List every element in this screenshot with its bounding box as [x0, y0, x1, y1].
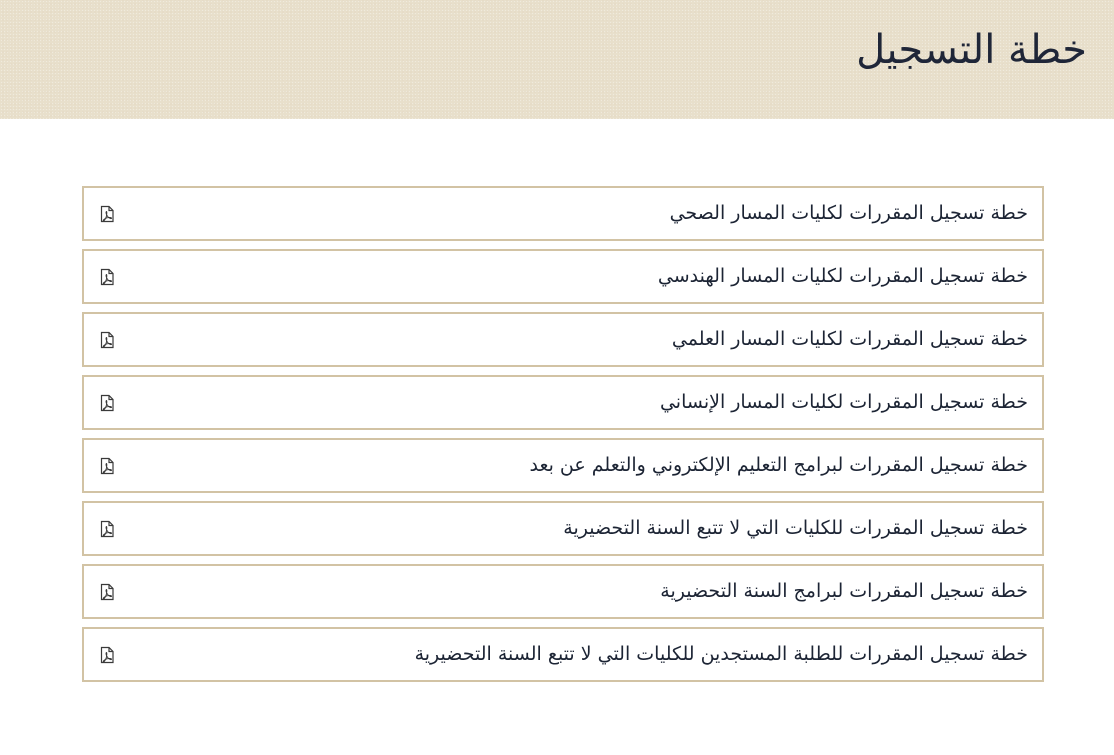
- pdf-icon[interactable]: [98, 394, 116, 412]
- pdf-icon[interactable]: [98, 268, 116, 286]
- file-item[interactable]: [82, 186, 1044, 241]
- file-link-label[interactable]: خطة تسجيل المقررات لكليات المسار الإنساني: [659, 391, 1028, 413]
- file-item[interactable]: [82, 249, 1044, 304]
- file-link-label[interactable]: خطة تسجيل المقررات لبرامج التعليم الإلكتروني والتعلم عن بعد: [529, 454, 1028, 476]
- file-item[interactable]: [82, 627, 1044, 682]
- file-link-label[interactable]: خطة تسجيل المقررات لكليات المسار الهندسي: [657, 265, 1028, 287]
- pdf-icon[interactable]: [98, 205, 116, 223]
- file-item[interactable]: [82, 312, 1044, 367]
- pdf-icon[interactable]: [98, 520, 116, 538]
- file-link-label[interactable]: خطة تسجيل المقررات للطلبة المستجدين للكليات التي لا تتبع السنة التحضيرية: [414, 643, 1028, 665]
- pdf-icon[interactable]: [98, 331, 116, 349]
- pdf-icon[interactable]: [98, 646, 116, 664]
- page-header: [0, 0, 1114, 119]
- file-item[interactable]: [82, 564, 1044, 619]
- file-list: [82, 186, 1044, 690]
- file-link-label[interactable]: خطة تسجيل المقررات لبرامج السنة التحضيرية: [660, 580, 1028, 602]
- pdf-icon[interactable]: [98, 583, 116, 601]
- file-link-label[interactable]: خطة تسجيل المقررات لكليات المسار الصحي: [669, 202, 1028, 224]
- pdf-icon[interactable]: [98, 457, 116, 475]
- file-item[interactable]: [82, 438, 1044, 493]
- file-link-label[interactable]: خطة تسجيل المقررات للكليات التي لا تتبع السنة التحضيرية: [563, 517, 1028, 539]
- file-item[interactable]: [82, 501, 1044, 556]
- file-link-label[interactable]: خطة تسجيل المقررات لكليات المسار العلمي: [671, 328, 1028, 350]
- file-item[interactable]: [82, 375, 1044, 430]
- page-title: خطة التسجيل: [856, 27, 1087, 73]
